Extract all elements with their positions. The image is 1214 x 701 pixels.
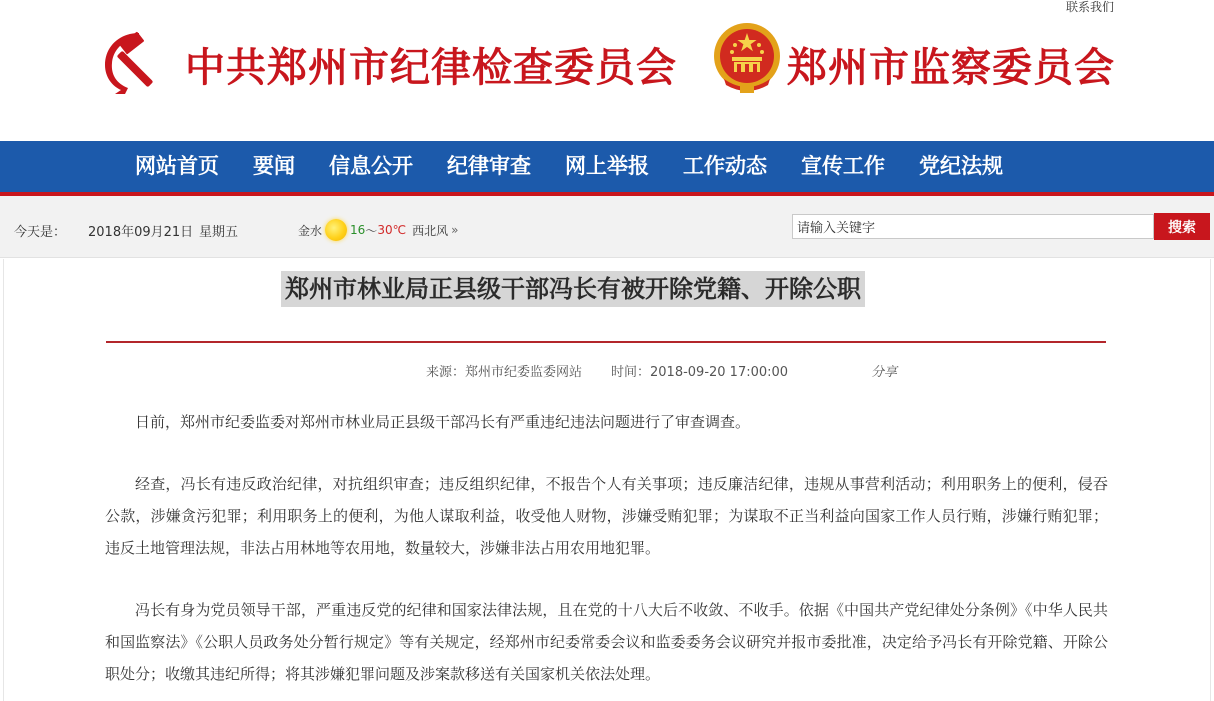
nav-item-news[interactable]: 要闻 bbox=[253, 154, 295, 178]
contact-us-link[interactable]: 联系我们 bbox=[1065, 0, 1114, 14]
share-button[interactable]: 分享 bbox=[871, 365, 898, 380]
nav-item-discipline-review[interactable]: 纪律审查 bbox=[447, 154, 531, 178]
national-emblem-icon bbox=[712, 21, 782, 95]
weather-widget[interactable] bbox=[298, 218, 458, 242]
article-body bbox=[105, 406, 1108, 701]
nav-item-work-updates[interactable]: 工作动态 bbox=[683, 154, 767, 178]
supervision-committee-title: 郑州市监察委员会 bbox=[787, 44, 1115, 91]
title-divider bbox=[106, 341, 1106, 343]
nav-item-online-report[interactable]: 网上举报 bbox=[565, 154, 649, 178]
weather-city: 金水 bbox=[298, 223, 323, 238]
temp-separator: ～ bbox=[365, 223, 378, 238]
nav-item-regulations[interactable]: 党纪法规 bbox=[919, 154, 1003, 178]
party-emblem-icon bbox=[95, 27, 169, 95]
article-container bbox=[3, 259, 1211, 701]
article-paragraph: 日前，郑州市纪委监委对郑州市林业局正县级干部冯长有严重违纪违法问题进行了审查调查。 bbox=[135, 413, 751, 431]
nav-item-info-disclosure[interactable]: 信息公开 bbox=[329, 154, 413, 178]
sun-icon bbox=[325, 219, 347, 241]
article-paragraph: 冯长有身为党员领导干部，严重违反党的纪律和国家法律法规，且在党的十八大后不收敛、不收手。依据《中国共产党纪律处分条例》《中华人民共和国监察法》《公职人员政务处分暂行规定》等有关规定，经郑州市纪委常委会议和监委委务会议研究并报市委批准，决定给予冯长有开除党籍、开除公职处分；收缴其违纪所得；将其涉嫌犯罪问题及涉案款移送有关国家机关依法处理。 bbox=[105, 601, 1108, 683]
nav-list bbox=[120, 141, 1022, 192]
article-paragraph: 经查，冯长有违反政治纪律，对抗组织审查；违反组织纪律，不报告个人有关事项；违反廉洁纪律，违规从事营利活动；利用职务上的便利，侵吞公款，涉嫌贪污犯罪；利用职务上的便利，为他人谋取利益，收受他人财物，涉嫌受贿犯罪；为谋取不正当利益向国家工作人员行贿，涉嫌行贿犯罪；违反土地管理法规，非法占用林地等农用地，数量较大，涉嫌非法占用农用地犯罪。 bbox=[105, 475, 1108, 557]
article-source: 来源：郑州市纪委监委网站 bbox=[426, 365, 583, 380]
nav-item-publicity[interactable]: 宣传工作 bbox=[801, 154, 885, 178]
party-committee-title: 中共郑州市纪律检查委员会 bbox=[185, 44, 677, 91]
article-time: 时间：2018-09-20 17:00:00 bbox=[611, 365, 789, 380]
article-title: 郑州市林业局正县级干部冯长有被开除党籍、开除公职 bbox=[281, 271, 865, 307]
double-chevron-right-icon[interactable]: » bbox=[451, 223, 459, 237]
search-button[interactable]: 搜索 bbox=[1154, 213, 1210, 240]
today-label: 今天是： bbox=[14, 225, 67, 240]
search-input[interactable] bbox=[792, 214, 1154, 239]
site-header bbox=[0, 0, 1214, 141]
temp-low: 16 bbox=[350, 223, 366, 237]
today-date: 2018年09月21日 bbox=[88, 225, 194, 240]
today-weekday: 星期五 bbox=[199, 225, 239, 240]
main-nav bbox=[0, 141, 1214, 196]
nav-item-home[interactable]: 网站首页 bbox=[135, 154, 219, 178]
temp-high: 30℃ bbox=[377, 223, 407, 237]
wind-direction: 西北风 bbox=[412, 223, 449, 238]
